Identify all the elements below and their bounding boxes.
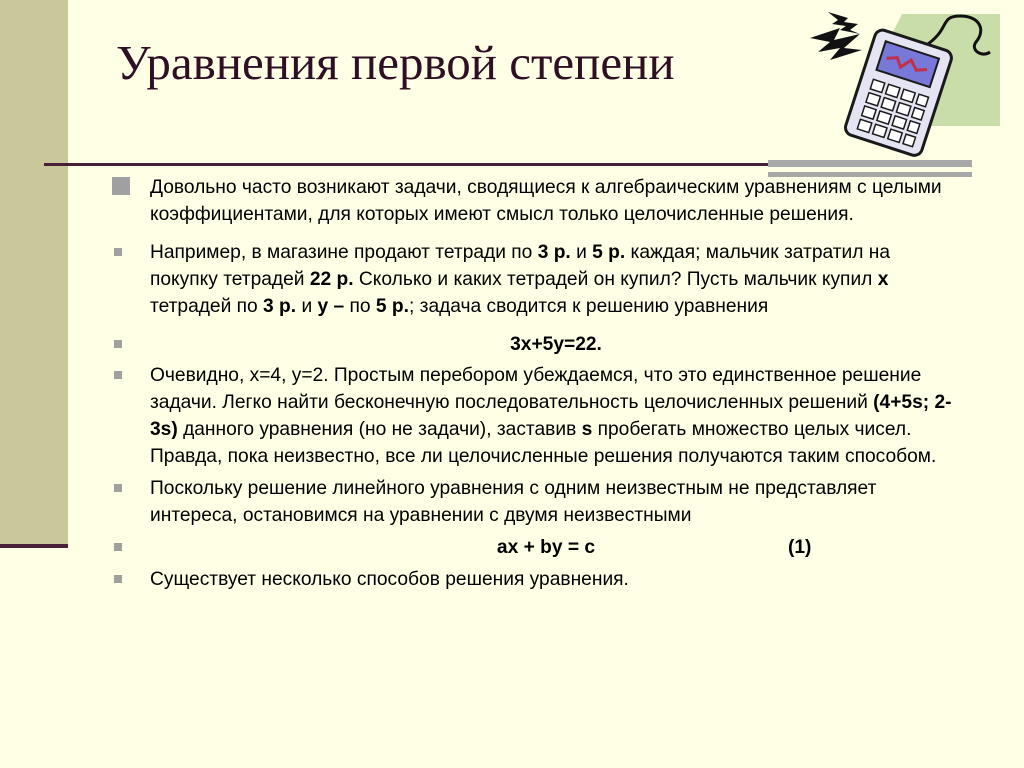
gray-accent-bar: [768, 160, 972, 167]
square-bullet-icon: [114, 543, 122, 551]
left-decorative-band: [0, 0, 68, 548]
equation: 3x+5y=22.: [510, 334, 602, 355]
square-bullet-icon: [114, 248, 122, 256]
paragraph-text: Поскольку решение линейного уравнения с одним неизвестным не представляет интереса, остановимся на уравнении с двумя неизвестными: [150, 478, 877, 526]
list-item: [112, 534, 962, 561]
list-item: [112, 331, 962, 358]
square-bullet-icon: [114, 484, 122, 492]
list-item: [112, 475, 962, 529]
list-item: [112, 174, 962, 228]
calculator-icon: [800, 8, 1000, 160]
paragraph-text: Довольно часто возникают задачи, сводящиеся к алгебраическим уравнениям с целыми коэффициентами, для которых имеют смысл только целочисленные решения.: [150, 177, 942, 225]
slide-title: Уравнения первой степени: [116, 35, 675, 90]
list-item: [112, 362, 962, 470]
equation-number: (1): [788, 537, 812, 558]
paragraph-text: Например, в магазине продают тетради по 3 р. и 5 р. каждая; мальчик затратил на покупку тетрадей 22 р. Сколько и каких тетрадей он купил? Пусть мальчик купил x тетрадей по 3 р. и y – по 5 р.; задача сводится к решению уравнения: [150, 242, 891, 317]
left-band-rule: [0, 544, 68, 548]
equation: ax + by = c: [496, 537, 596, 558]
square-bullet-icon: [114, 340, 122, 348]
calculator-body: [843, 28, 953, 157]
square-bullet-icon: [112, 177, 130, 195]
list-item: [112, 239, 962, 320]
square-bullet-icon: [114, 371, 122, 379]
paragraph-text: Очевидно, x=4, y=2. Простым перебором убеждаемся, что это единственное решение задачи. Легко найти бесконечную последовательность целочисленных решений (4+5s; 2-3s) данного уравнения (но не задачи), заставив s пробегать множество целых чисел. Правда, пока неизвестно, все ли целочисленные решения получаются таким способом.: [150, 365, 952, 467]
list-item: [112, 566, 962, 593]
bullet-list: [112, 172, 962, 593]
paragraph-text: Существует несколько способов решения уравнения.: [150, 569, 629, 590]
square-bullet-icon: [114, 575, 122, 583]
